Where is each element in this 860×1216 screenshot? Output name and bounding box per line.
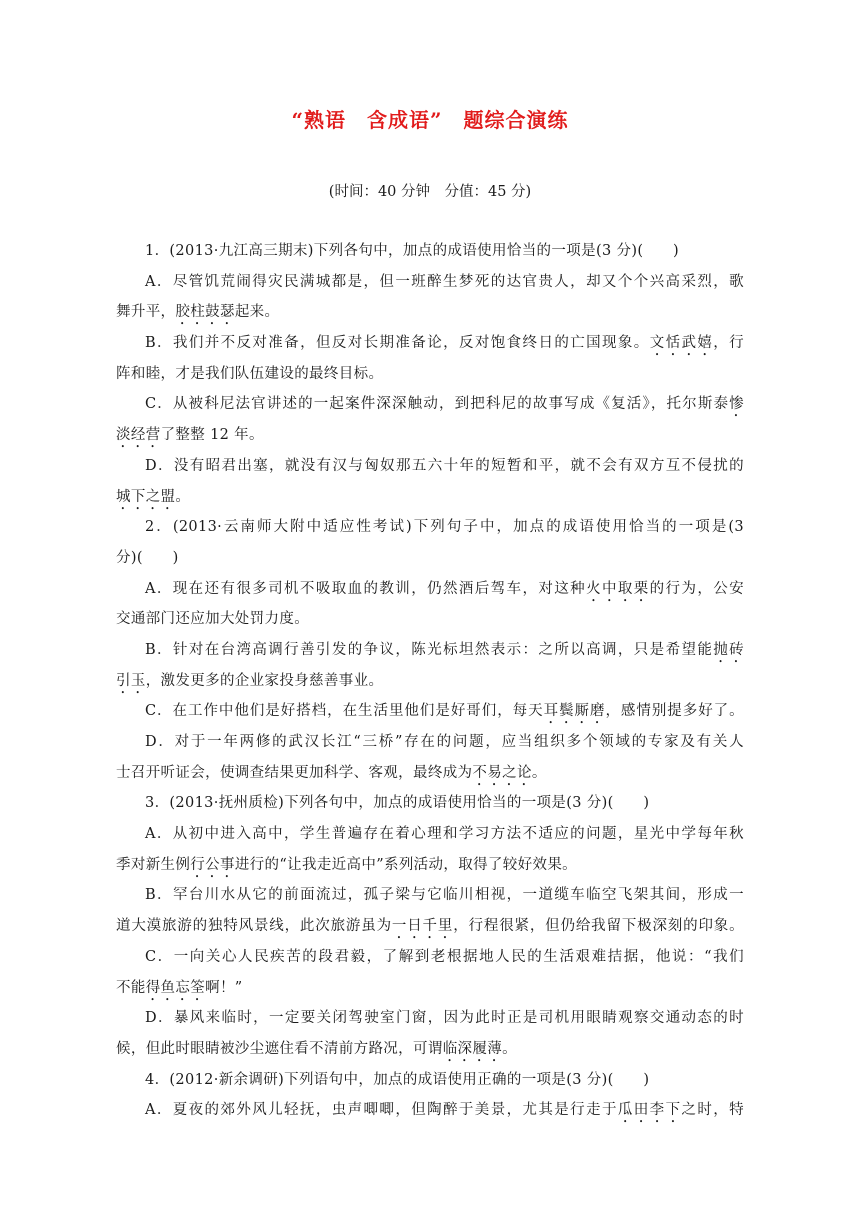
text-line (116, 819, 744, 850)
text-segment: 道大漠旅游的独特风景线，此次旅游虽为 (116, 918, 392, 935)
text-line (116, 236, 744, 267)
text-segment: 啊！” (205, 979, 243, 996)
text-line (116, 297, 744, 328)
text-segment: D．没有昭君出塞，就没有汉与匈奴那五六十年的短暂和平，就不会有双方互不侵扰的 (145, 457, 744, 474)
text-line (116, 788, 744, 819)
text-segment: 不能 (116, 979, 146, 996)
text-segment: A．从初中进入高中，学生普遍存在着心理和学习方法不适应的问题，星光中学每年秋 (145, 826, 744, 843)
text-segment: 分)( ) (116, 549, 179, 566)
text-line (116, 911, 744, 942)
dotted-idiom: 不易之论 (472, 764, 532, 781)
title-part-3: 题综合演练 (463, 108, 569, 132)
text-segment: 阵和睦，才是我们队伍建设的最终目标。 (116, 365, 384, 382)
text-segment: A．尽管饥荒闹得灾民满城都是，但一班醉生梦死的达官贵人，却又个个兴高采烈，歌 (145, 273, 744, 290)
page-title (0, 104, 860, 133)
text-segment: 交通部门还应加大处罚力度。 (116, 611, 310, 628)
dotted-idiom: 火中取栗 (586, 580, 650, 597)
dotted-idiom: 文恬武嬉 (649, 335, 714, 352)
text-line (116, 1034, 744, 1065)
text-line (116, 420, 744, 451)
text-segment: B．我们并不反对准备，但反对长期准备论，反对饱食终日的亡国现象。 (145, 335, 650, 352)
text-line (116, 389, 744, 420)
text-segment: D．对于一年两修的武汉长江“三桥”存在的问题，应当组织多个领域的专家及有关人 (145, 734, 744, 750)
text-segment: 进行的“让我走近高中”系列活动，取得了较好效果。 (234, 856, 578, 873)
text-segment: 了整整 12 年。 (160, 427, 264, 444)
text-segment: C．在工作中他们是好搭档，在生活里他们是好哥们，每天 (145, 703, 544, 720)
text-segment: 3．(2013·抚州质检)下列各句中，加点的成语使用恰当的一项是(3 分)( ) (145, 795, 650, 812)
text-segment: 士召开听证会，使调查结果更加科学、客观，最终成为 (116, 764, 473, 781)
text-line (116, 942, 744, 973)
text-line (116, 543, 744, 574)
text-line (116, 604, 744, 635)
title-part-2: 含成语” (367, 108, 443, 132)
text-segment: 候，但此时眼睛被沙尘遮住看不清前方路况，可谓 (116, 1040, 443, 1057)
exam-meta: (时间：40 分钟 分值：45 分) (328, 184, 532, 200)
text-segment: A．夏夜的郊外风儿轻抚，虫声唧唧，但陶醉于美景，尤其是行走于 (145, 1102, 618, 1119)
text-segment: C．从被科尼法官讲述的一起案件深深触动，到把科尼的故事写成《复活》，托尔斯泰 (145, 396, 730, 413)
text-line (116, 635, 744, 666)
dotted-idiom: 临深履薄 (442, 1040, 503, 1057)
text-segment: D．暴风来临时，一定要关闭驾驶室门窗，因为此时正是司机用眼睛观察交通动态的时 (145, 1010, 744, 1027)
question-body (116, 236, 744, 1126)
text-line (116, 451, 744, 482)
dotted-idiom: 城下之盟 (116, 488, 176, 505)
text-line (116, 574, 744, 605)
dotted-idiom: 一日千里 (391, 918, 454, 935)
text-line (116, 696, 744, 727)
text-segment: ，行 (713, 335, 744, 352)
text-segment: 起来。 (234, 304, 280, 321)
text-line (116, 1095, 744, 1126)
dotted-idiom: 耳鬓厮磨 (543, 703, 606, 720)
text-line (116, 973, 744, 1004)
text-segment: 。 (531, 764, 547, 781)
text-segment: ，行程很紧，但仍给我留下极深刻的印象。 (453, 918, 744, 935)
text-segment: ，感情别提多好了。 (605, 703, 744, 720)
text-line (116, 482, 744, 513)
dotted-idiom: 得鱼忘筌 (145, 979, 206, 996)
text-line (116, 727, 744, 758)
text-segment: ，激发更多的企业家投身慈善事业。 (145, 672, 384, 689)
text-segment: 。 (502, 1040, 517, 1057)
title-part-1: “熟语 (291, 108, 346, 132)
text-line (116, 1003, 744, 1034)
text-segment: C．一向关心人民疾苦的段君毅，了解到老根据地人民的生活艰难拮据，他说：“我们 (145, 948, 744, 965)
text-line (116, 328, 744, 359)
text-segment: A．现在还有很多司机不吸取血的教训，仍然酒后驾车，对这种 (145, 580, 587, 597)
text-segment: 4．(2012·新余调研)下列语句中，加点的成语使用正确的一项是(3 分)( ) (145, 1071, 650, 1088)
text-segment: 的行为，公安 (649, 580, 744, 597)
text-line (116, 1065, 744, 1096)
text-line (116, 267, 744, 298)
text-segment: B．罕台川水从它的前面流过，孤子梁与它临川相视，一道缆车临空飞架其间，形成一 (145, 887, 744, 904)
text-segment: 季对新生例 (116, 856, 191, 873)
dotted-idiom: 引玉 (116, 672, 146, 689)
text-segment: 1．(2013·九江高三期末)下列各句中，加点的成语使用恰当的一项是(3 分)( ) (145, 243, 680, 259)
dotted-idiom: 抛砖 (713, 641, 744, 658)
dotted-idiom: 瓜田李下 (617, 1102, 682, 1119)
text-line (116, 359, 744, 390)
text-line (116, 880, 744, 911)
text-line (116, 666, 744, 697)
text-line (116, 850, 744, 881)
dotted-idiom: 惨 (729, 396, 744, 413)
text-line (116, 512, 744, 543)
dotted-idiom: 行公事 (190, 856, 235, 873)
text-segment: 舞升平， (116, 304, 176, 321)
text-segment: B．针对在台湾高调行善引发的争议，陈光标坦然表示：之所以高调，只是希望能 (145, 641, 714, 658)
text-segment: 。 (175, 488, 191, 505)
dotted-idiom: 淡经营 (116, 427, 161, 444)
dotted-idiom: 胶柱鼓瑟 (175, 304, 235, 321)
text-segment: 2．(2013·云南师大附中适应性考试)下列句子中，加点的成语使用恰当的一项是(3 (145, 519, 744, 536)
text-segment: 之时，特 (681, 1102, 744, 1119)
text-line (116, 758, 744, 789)
